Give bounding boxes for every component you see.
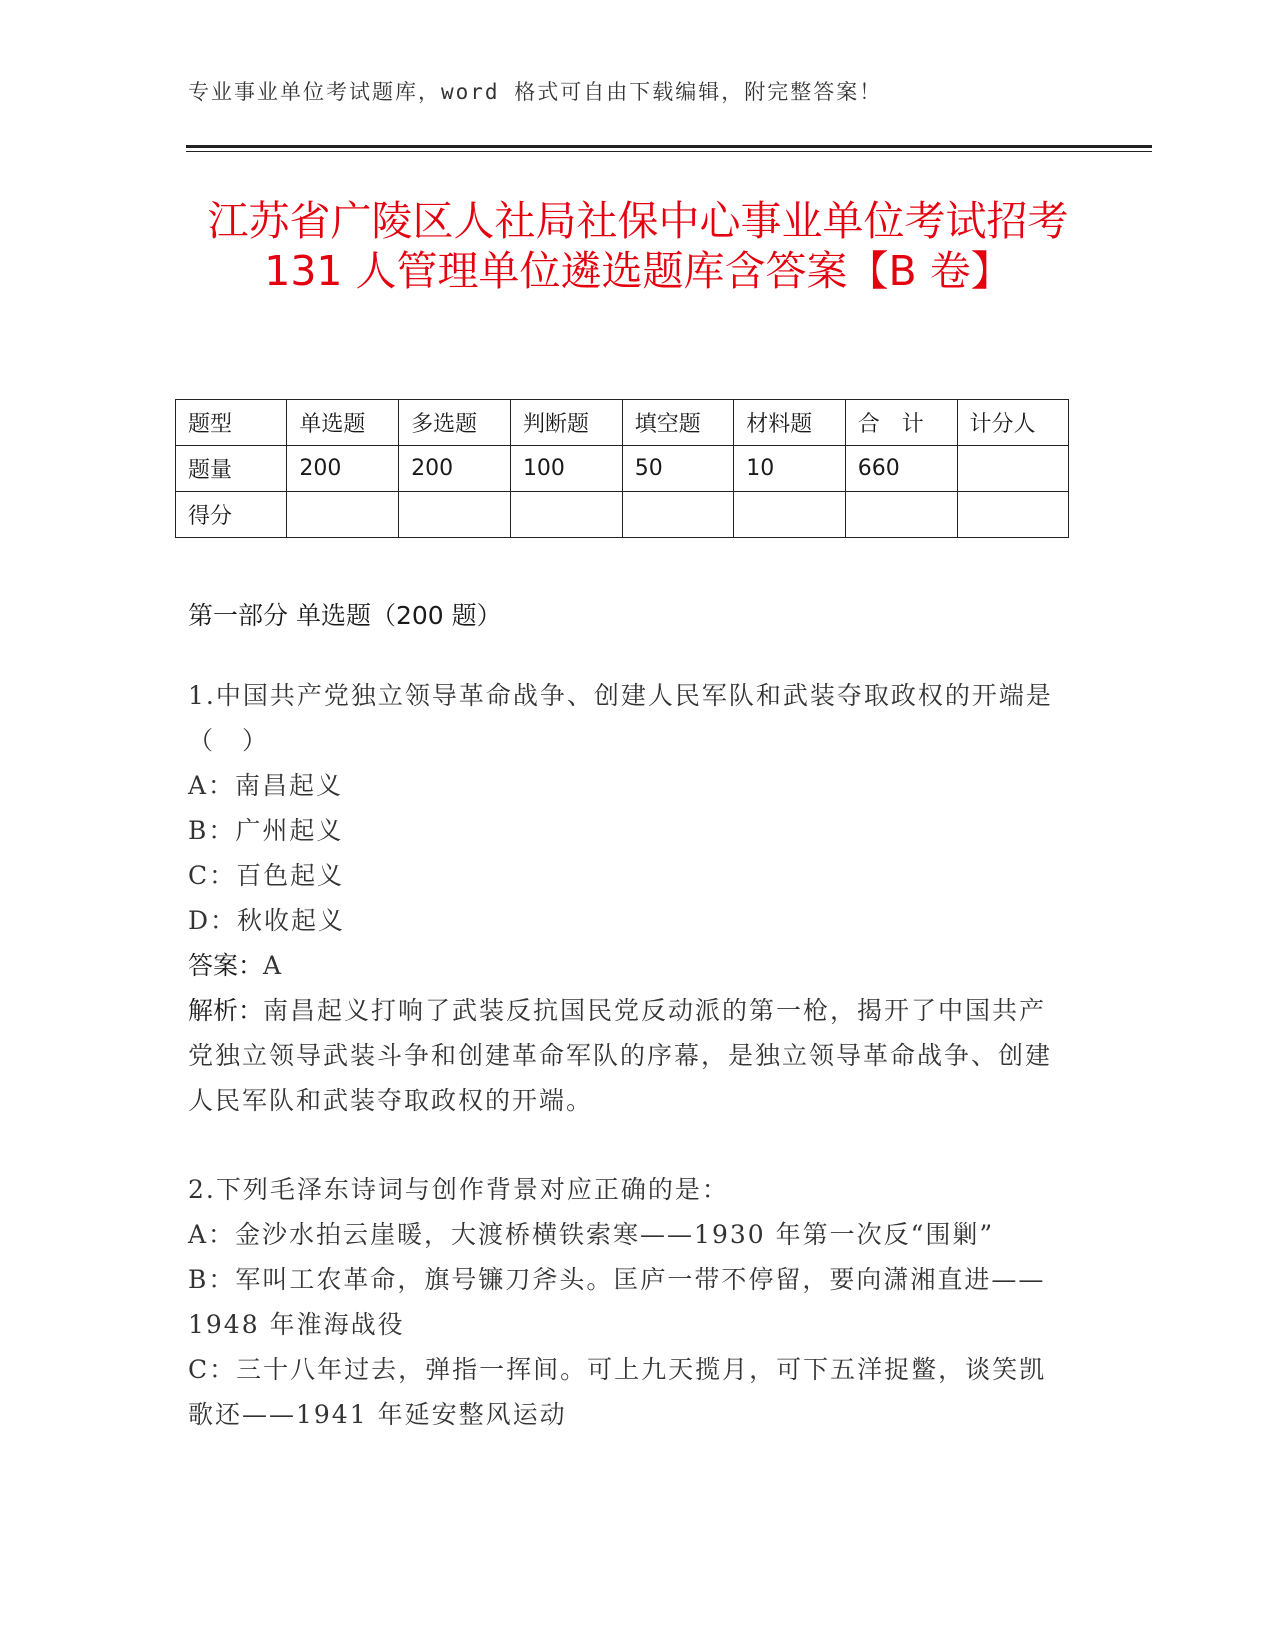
table-cell: 得分: [176, 492, 287, 538]
table-cell: 660: [845, 446, 957, 492]
answer-label: 答案：: [188, 951, 264, 980]
question-stem: 2.下列毛泽东诗词与创作背景对应正确的是：: [188, 1175, 729, 1204]
table-header-cell: 判断题: [510, 400, 622, 446]
table-cell: 题量: [176, 446, 287, 492]
document-title: 江苏省广陵区人社局社保中心事业单位考试招考 131 人管理单位遴选题库含答案【B 卷】: [207, 197, 1069, 295]
table-row: [176, 492, 1069, 538]
table-cell: 200: [287, 446, 399, 492]
table-header-cell: 填空题: [622, 400, 734, 446]
table-cell: [399, 492, 511, 538]
question-2: [188, 1167, 1068, 1437]
option-b: B：军叫工农革命，旗号镰刀斧头。匡庐一带不停留，要向潇湘直进——1948 年淮海战役: [188, 1265, 1046, 1339]
table-header-cell: 题型: [176, 400, 287, 446]
analysis-text: 南昌起义打响了武装反抗国民党反动派的第一枪，揭开了中国共产党独立领导武装斗争和创建革命军队的序幕，是独立领导革命战争、创建人民军队和武装夺取政权的开端。: [188, 996, 1053, 1115]
option-b: B：广州起义: [188, 816, 344, 845]
table-header-cell: 多选题: [399, 400, 511, 446]
option-d: D：秋收起义: [188, 906, 346, 935]
table-cell: [622, 492, 734, 538]
section-title: 第一部分 单选题（200 题）: [188, 601, 502, 630]
header-rule: [186, 145, 1152, 148]
table-cell: [287, 492, 399, 538]
score-table: [175, 399, 1069, 538]
option-c: C：百色起义: [188, 861, 345, 890]
header-rule-thin: [186, 151, 1152, 152]
answer-line: [188, 943, 1068, 988]
table-header-cell: 计分人: [957, 400, 1068, 446]
table-header-cell: 合 计: [845, 400, 957, 446]
table-header-cell: 单选题: [287, 400, 399, 446]
table-header-cell: 材料题: [734, 400, 846, 446]
table-cell: [845, 492, 957, 538]
table-row: [176, 446, 1069, 492]
table-cell: 100: [510, 446, 622, 492]
table-header-row: [176, 400, 1069, 446]
table-cell: 200: [399, 446, 511, 492]
table-cell: [957, 446, 1068, 492]
header-note: 专业事业单位考试题库，word 格式可自由下载编辑，附完整答案！: [188, 80, 883, 104]
question-1: [188, 673, 1068, 1123]
option-a: A：金沙水拍云崖暖，大渡桥横铁索寒——1930 年第一次反“围剿”: [188, 1220, 995, 1249]
table-cell: [957, 492, 1068, 538]
answer-value: A: [263, 951, 284, 980]
table-cell: [510, 492, 622, 538]
table-cell: 10: [734, 446, 846, 492]
option-a: A：南昌起义: [188, 771, 344, 800]
analysis-line: [188, 988, 1068, 1123]
analysis-label: 解析：: [188, 996, 264, 1025]
option-c: C：三十八年过去，弹指一挥间。可上九天揽月，可下五洋捉鳖，谈笑凯歌还——1941 年延安整风运动: [188, 1355, 1047, 1429]
question-stem: 1.中国共产党独立领导革命战争、创建人民军队和武装夺取政权的开端是（ ）: [188, 681, 1053, 755]
table-cell: 50: [622, 446, 734, 492]
table-cell: [734, 492, 846, 538]
